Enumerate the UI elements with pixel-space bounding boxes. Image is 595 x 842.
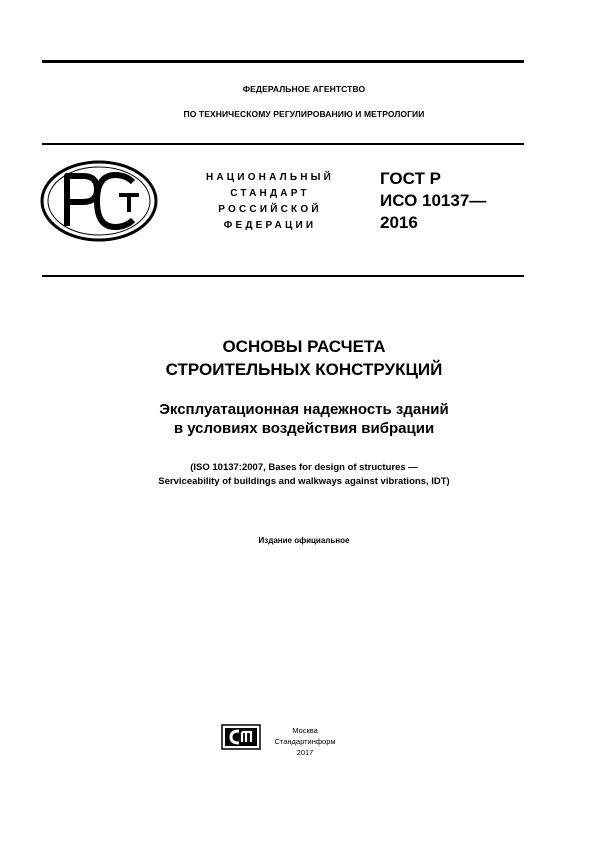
top-rule (42, 60, 524, 63)
national-standard-line-4: ФЕДЕРАЦИИ (223, 220, 317, 231)
gost-r-emblem-icon (40, 160, 158, 242)
standartinform-logo-icon (221, 724, 261, 750)
national-standard-line-3: РОССИЙСКОЙ (218, 204, 322, 215)
national-standard-line-1: НАЦИОНАЛЬНЫЙ (205, 172, 335, 183)
imprint-publisher: Стандартинформ (274, 737, 336, 746)
iso-reference-line-2: Serviceability of buildings and walkways against vibrations, IDT) (158, 476, 450, 487)
designation-line-1: ГОСТ Р (380, 169, 441, 188)
header-rule (42, 275, 524, 277)
agency-rule (42, 143, 524, 145)
designation-line-3: 2016 (380, 213, 418, 232)
national-standard-line-2: СТАНДАРТ (230, 188, 310, 199)
edition-note: Издание официальное (258, 536, 350, 545)
iso-reference-line-1: (ISO 10137:2007, Bases for design of structures — (190, 462, 418, 473)
imprint-year: 2017 (296, 748, 314, 757)
designation-line-2: ИСО 10137— (380, 191, 487, 210)
agency-line-2: ПО ТЕХНИЧЕСКОМУ РЕГУЛИРОВАНИЮ И МЕТРОЛОГИИ (183, 109, 425, 119)
document-title-line-1: ОСНОВЫ РАСЧЕТА (222, 337, 386, 356)
imprint-city: Москва (292, 726, 318, 735)
document-subtitle-line-2: в условиях воздействия вибрации (173, 420, 435, 437)
document-subtitle-line-1: Эксплуатационная надежность зданий (159, 401, 449, 418)
document-title-line-2: СТРОИТЕЛЬНЫХ КОНСТРУКЦИЙ (165, 360, 443, 379)
agency-line-1: ФЕДЕРАЛЬНОЕ АГЕНТСТВО (242, 84, 366, 94)
